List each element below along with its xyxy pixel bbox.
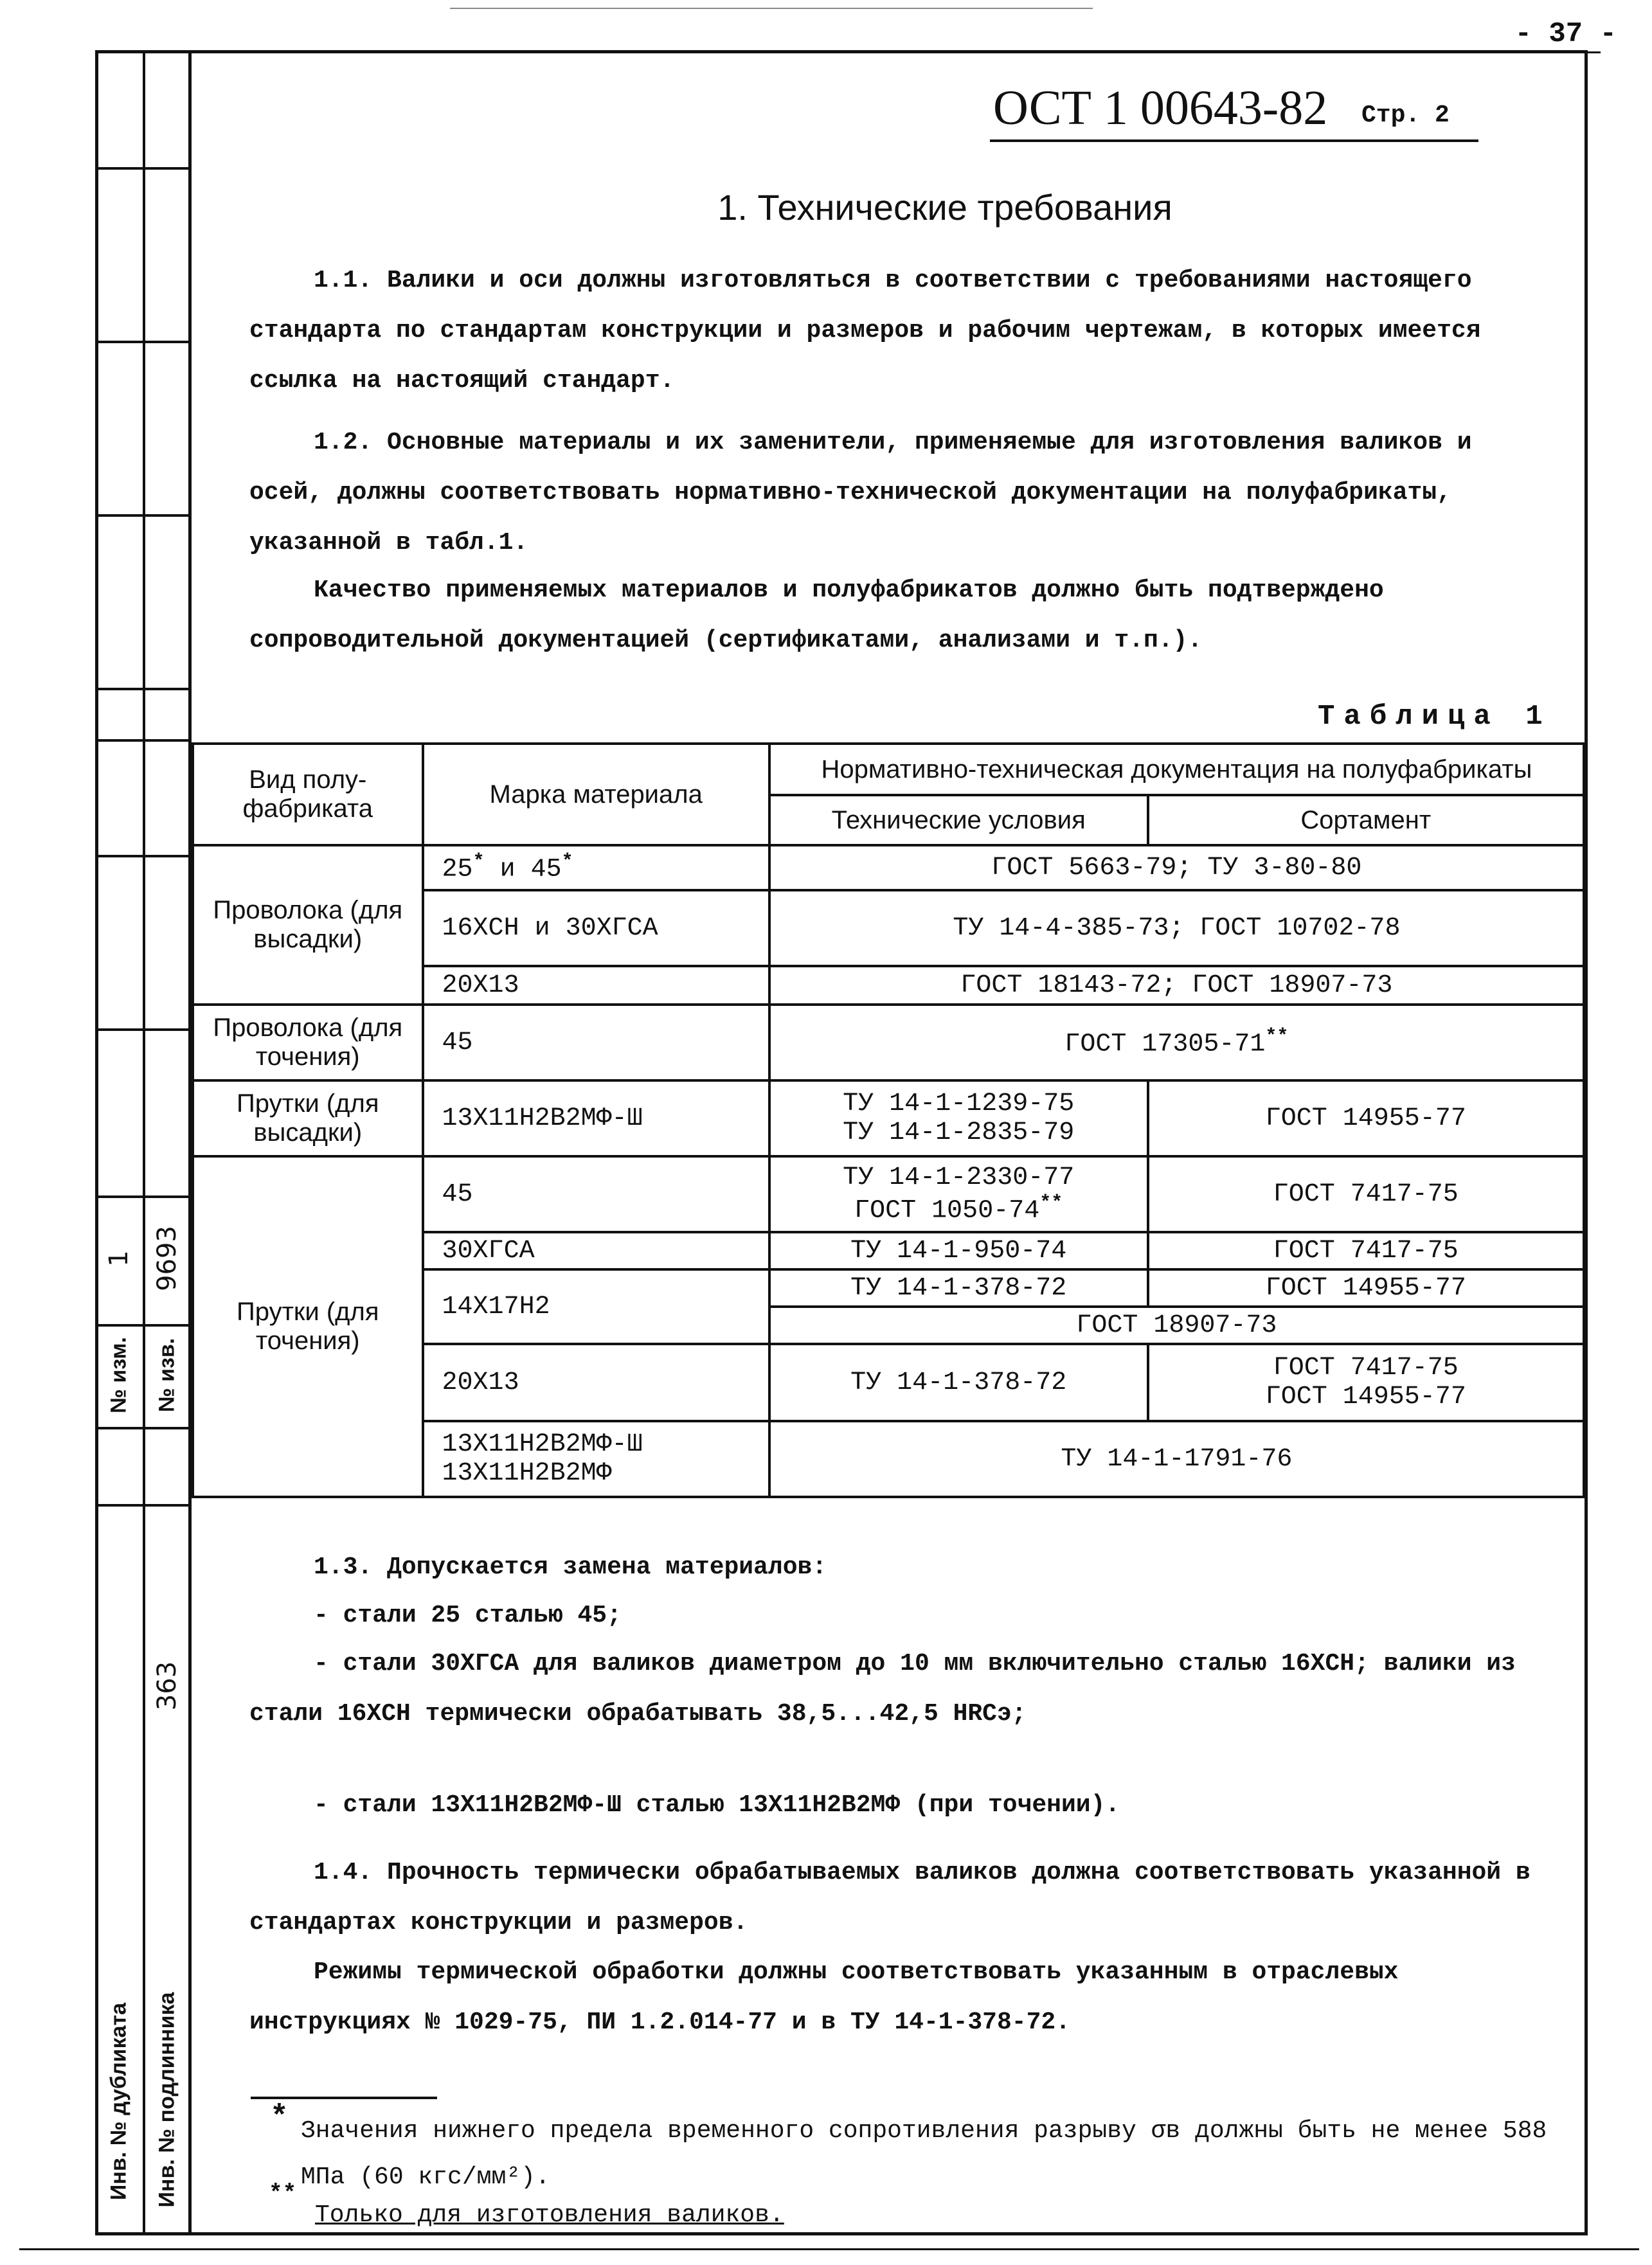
footnote-2-mark: ** [269,2180,297,2207]
izm-label: № изм. [106,1337,131,1413]
mark-cell: 13Х11Н2В2МФ-Ш 13Х11Н2В2МФ [423,1421,769,1497]
materials-table [192,742,1585,1498]
strip-line [95,1028,192,1031]
izv-label: № изв. [154,1338,179,1413]
strip-line [95,1504,192,1507]
header-type: Вид полу- фабриката [193,744,423,845]
footnote-separator [251,2097,437,2099]
top-edge-line [450,8,1093,9]
tu-cell: ТУ 14-1-1239-75 ТУ 14-1-2835-79 [769,1080,1148,1156]
doc-cell: ГОСТ 17305-71** [769,1005,1584,1080]
table-caption: Таблица 1 [1318,701,1552,733]
strip-line [95,1427,192,1429]
table-row [193,845,1584,890]
paragraph-1-3-b: - стали 30ХГСА для валиков диаметром до 10 мм включительно сталью 16ХСН; валики из стали 16ХСН термически обрабатывать 38,5...42,5 HRCэ; [249,1650,1516,1728]
paragraph-1-3: 1.3. Допускается замена материалов: [314,1553,827,1581]
paragraph-1-2-quality: Качество применяемых материалов и полуфабрикатов должно быть подтверждено сопроводительной документацией (сертификатами, анализами и т.п.). [249,577,1384,654]
inv-duplicate-number: 363 [152,1661,182,1711]
type-bars-turning: Прутки (для точения) [193,1156,423,1497]
strip-column-divider [143,50,145,2235]
doc-cell: ГОСТ 18907-73 [769,1307,1584,1344]
doc-cell: ТУ 14-4-385-73; ГОСТ 10702-78 [769,890,1584,966]
paragraph-1-3-c: - стали 13Х11Н2В2МФ-Ш сталью 13Х11Н2В2МФ (при точении). [314,1791,1120,1819]
standard-designation: ОСТ 1 00643-82 [993,81,1328,135]
tu-cell: ТУ 14-1-2330-77 ГОСТ 1050-74** [769,1156,1148,1232]
page-number: - 37 - [1514,18,1617,50]
inv-duplicate-label: Инв. № дубликата [106,2002,131,2201]
strip-line [95,688,192,690]
table-row [193,1080,1584,1156]
mark-cell: 20Х13 [423,966,769,1005]
sort-cell: ГОСТ 7417-75 [1148,1156,1584,1232]
mark-cell: 25* и 45* [423,845,769,890]
doc-cell: ГОСТ 5663-79; ТУ 3-80-80 [769,845,1584,890]
type-wire-upsetting: Проволока (для высадки) [193,845,423,1005]
inv-original-label: Инв. № подлинника [154,1992,179,2208]
header-underline [990,139,1478,142]
strip-line [95,855,192,857]
header-assortment: Сортамент [1148,795,1584,845]
strip-line [95,739,192,742]
tu-cell: ТУ 14-1-950-74 [769,1232,1148,1269]
mark-cell: 14Х17Н2 [423,1269,769,1344]
header-mark: Марка материала [423,744,769,845]
paragraph-1-4: 1.4. Прочность термически обрабатываемых валиков должна соответствовать указанной в стандартах конструкции и размеров. [249,1859,1531,1937]
sort-cell: ГОСТ 7417-75 ГОСТ 14955-77 [1148,1344,1584,1421]
izm-number: 1 [104,1250,134,1267]
sort-cell: ГОСТ 14955-77 [1148,1080,1584,1156]
paragraph-1-4-b: Режимы термической обработки должны соответствовать указанным в отраслевых инструкциях № 1029-75, ПИ 1.2.014-77 и в ТУ 14-1-378-72. [249,1958,1399,2036]
footnote-2: Только для изготовления валиков. [315,2201,784,2229]
paragraph-1-1: 1.1. Валики и оси должны изготовляться в соответствии с требованиями настоящего стандарта по стандартам конструкции и размеров и рабочим чертежам, в которых имеется ссылка на настоящий стандарт. [249,267,1481,395]
section-title: 1. Технические требования [717,187,1172,228]
table-row [193,1005,1584,1080]
bottom-edge-line [19,2248,1639,2250]
izv-number: 9693 [152,1226,182,1291]
paragraph-1-2: 1.2. Основные материалы и их заменители, применяемые для изготовления валиков и осей, должны соответствовать нормативно-технической документации на полуфабрикаты, указанной в табл.1. [249,429,1472,557]
strip-line [95,514,192,517]
strip-line [95,167,192,170]
tu-cell: ТУ 14-1-378-72 [769,1344,1148,1421]
sheet-label: Стр. 2 [1361,102,1450,129]
footnote-1: Значения нижнего предела временного сопротивления разрыву σв должны быть не менее 588 МПа (60 кгс/мм²). [301,2117,1547,2191]
mark-cell: 13Х11Н2В2МФ-Ш [423,1080,769,1156]
mark-cell: 30ХГСА [423,1232,769,1269]
type-bars-upsetting: Прутки (для высадки) [193,1080,423,1156]
mark-cell: 45 [423,1156,769,1232]
mark-cell: 16ХСН и 30ХГСА [423,890,769,966]
mark-cell: 20Х13 [423,1344,769,1421]
header-ntd: Нормативно-техническая документация на полуфабрикаты [769,744,1584,795]
sort-cell: ГОСТ 7417-75 [1148,1232,1584,1269]
sort-cell: ГОСТ 14955-77 [1148,1269,1584,1307]
doc-cell: ГОСТ 18143-72; ГОСТ 18907-73 [769,966,1584,1005]
header-tech-conditions: Технические условия [769,795,1148,845]
doc-cell: ТУ 14-1-1791-76 [769,1421,1584,1497]
mark-cell: 45 [423,1005,769,1080]
type-wire-turning: Проволока (для точения) [193,1005,423,1080]
table-row [193,1156,1584,1232]
footnote-1-mark: * [270,2100,289,2135]
strip-line [95,341,192,343]
paragraph-1-3-a: - стали 25 сталью 45; [314,1602,622,1629]
tu-cell: ТУ 14-1-378-72 [769,1269,1148,1307]
